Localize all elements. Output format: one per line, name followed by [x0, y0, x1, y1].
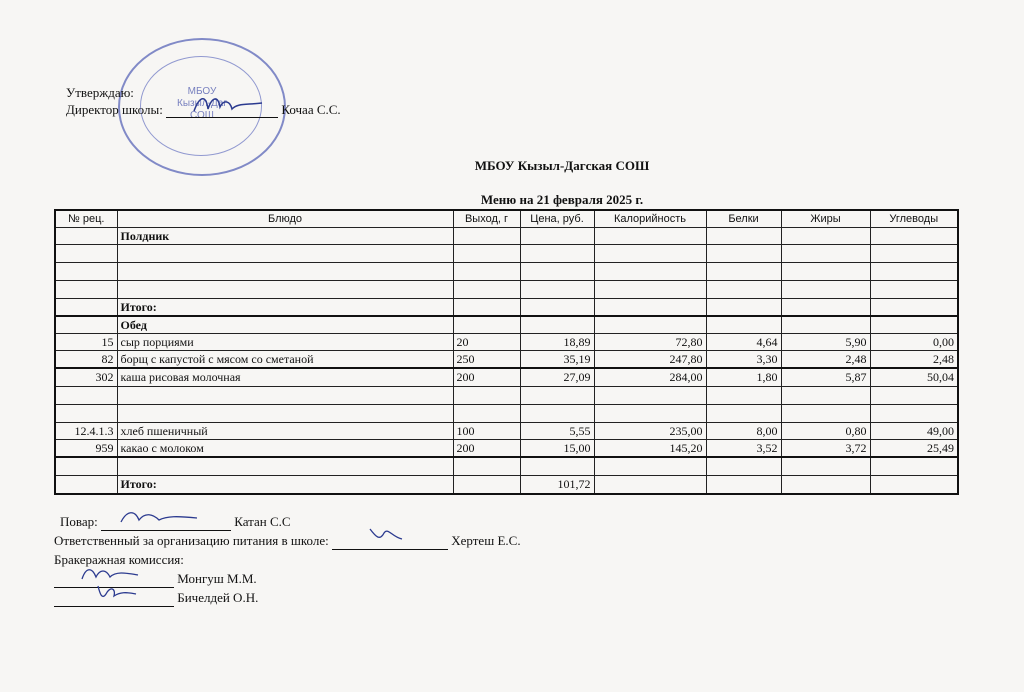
approved-label: Утверждаю: — [66, 85, 134, 100]
responsible-signature — [332, 523, 448, 549]
cell-price: 15,00 — [520, 440, 594, 458]
cell-rec: 82 — [55, 351, 117, 369]
director-line — [66, 101, 341, 118]
cell-carbs: 50,04 — [870, 368, 958, 387]
cell-rec: 12.4.1.3 — [55, 423, 117, 440]
director-label: Директор школы: — [66, 102, 163, 117]
school-title: МБОУ Кызыл-Дагская СОШ — [474, 158, 650, 173]
cell-yield: 250 — [453, 351, 520, 369]
table-header-row — [55, 210, 958, 228]
director-signature — [166, 91, 278, 117]
cell-dish: хлеб пшеничный — [117, 423, 453, 440]
lunch-total-price: 101,72 — [520, 476, 594, 495]
member2-signature-line — [54, 592, 174, 607]
header-price: Цена, руб. — [520, 210, 594, 228]
table-row — [55, 351, 958, 369]
seal-text-3: СОШ — [190, 110, 214, 121]
cell-dish: каша рисовая молочная — [117, 368, 453, 387]
lunch-total-row — [55, 476, 958, 495]
header-rec: № рец. — [55, 210, 117, 228]
cell-fat: 0,80 — [781, 423, 870, 440]
table-row — [55, 334, 958, 351]
cell-yield: 200 — [453, 440, 520, 458]
empty-row — [55, 457, 958, 476]
lunch-section-label: Обед — [117, 316, 453, 334]
cell-dish: сыр порциями — [117, 334, 453, 351]
cell-rec: 302 — [55, 368, 117, 387]
responsible-line — [54, 531, 521, 550]
cell-fat: 2,48 — [781, 351, 870, 369]
cell-fat: 3,72 — [781, 440, 870, 458]
cell-dish: какао с молоком — [117, 440, 453, 458]
header-protein: Белки — [706, 210, 781, 228]
cell-protein: 4,64 — [706, 334, 781, 351]
seal-text-2: Кызыл-Даг — [177, 98, 227, 109]
director-name: Кочаа С.С. — [281, 102, 341, 117]
cell-carbs: 2,48 — [870, 351, 958, 369]
empty-row — [55, 245, 958, 263]
cell-dish: борщ с капустой с мясом со сметаной — [117, 351, 453, 369]
responsible-label: Ответственный за организацию питания в школе: — [54, 533, 329, 548]
menu-title: Меню на 21 февраля 2025 г. — [480, 192, 644, 207]
table-row — [55, 440, 958, 458]
cell-rec: 15 — [55, 334, 117, 351]
header-fat: Жиры — [781, 210, 870, 228]
cell-yield: 100 — [453, 423, 520, 440]
section-row-lunch — [55, 316, 958, 334]
snack-total-row — [55, 299, 958, 317]
member1-name: Монгуш М.М. — [177, 571, 257, 586]
cell-kcal: 284,00 — [594, 368, 706, 387]
cell-kcal: 247,80 — [594, 351, 706, 369]
empty-row — [55, 281, 958, 299]
seal-text-1: МБОУ — [187, 86, 217, 97]
signatures-block — [54, 512, 521, 607]
cell-carbs: 0,00 — [870, 334, 958, 351]
commission-label: Бракеражная комиссия: — [54, 552, 184, 567]
member2-signature — [54, 580, 174, 606]
section-row-snack — [55, 228, 958, 245]
snack-total-label: Итого: — [117, 299, 453, 317]
cell-price: 18,89 — [520, 334, 594, 351]
responsible-signature-line — [332, 535, 448, 550]
header-kcal: Калорийность — [594, 210, 706, 228]
empty-row — [55, 263, 958, 281]
approval-block — [66, 84, 341, 118]
cell-yield: 20 — [453, 334, 520, 351]
cook-signature — [101, 504, 231, 530]
table-row — [55, 423, 958, 440]
cell-fat: 5,87 — [781, 368, 870, 387]
cell-fat: 5,90 — [781, 334, 870, 351]
cell-kcal: 72,80 — [594, 334, 706, 351]
responsible-name: Хертеш Е.С. — [451, 533, 521, 548]
cell-protein: 8,00 — [706, 423, 781, 440]
lunch-total-label: Итого: — [117, 476, 453, 495]
cook-name: Катан С.С — [234, 514, 291, 529]
cell-carbs: 49,00 — [870, 423, 958, 440]
cook-label: Повар: — [60, 514, 98, 529]
member2-name: Бичелдей О.Н. — [177, 590, 259, 605]
cell-price: 35,19 — [520, 351, 594, 369]
cell-price: 27,09 — [520, 368, 594, 387]
empty-row — [55, 387, 958, 405]
cell-price: 5,55 — [520, 423, 594, 440]
cell-protein: 1,80 — [706, 368, 781, 387]
cell-protein: 3,30 — [706, 351, 781, 369]
header-dish: Блюдо — [117, 210, 453, 228]
cell-rec: 959 — [55, 440, 117, 458]
menu-table — [54, 209, 959, 495]
cell-protein: 3,52 — [706, 440, 781, 458]
cell-kcal: 145,20 — [594, 440, 706, 458]
director-signature-line — [166, 103, 278, 118]
cell-carbs: 25,49 — [870, 440, 958, 458]
empty-row — [55, 405, 958, 423]
cell-yield: 200 — [453, 368, 520, 387]
cell-kcal: 235,00 — [594, 423, 706, 440]
header-yield: Выход, г — [453, 210, 520, 228]
table-row — [55, 368, 958, 387]
member2-line — [54, 588, 521, 607]
snack-section-label: Полдник — [117, 228, 453, 245]
header-carbs: Углеводы — [870, 210, 958, 228]
cook-signature-line — [101, 516, 231, 531]
cook-line — [54, 512, 521, 531]
